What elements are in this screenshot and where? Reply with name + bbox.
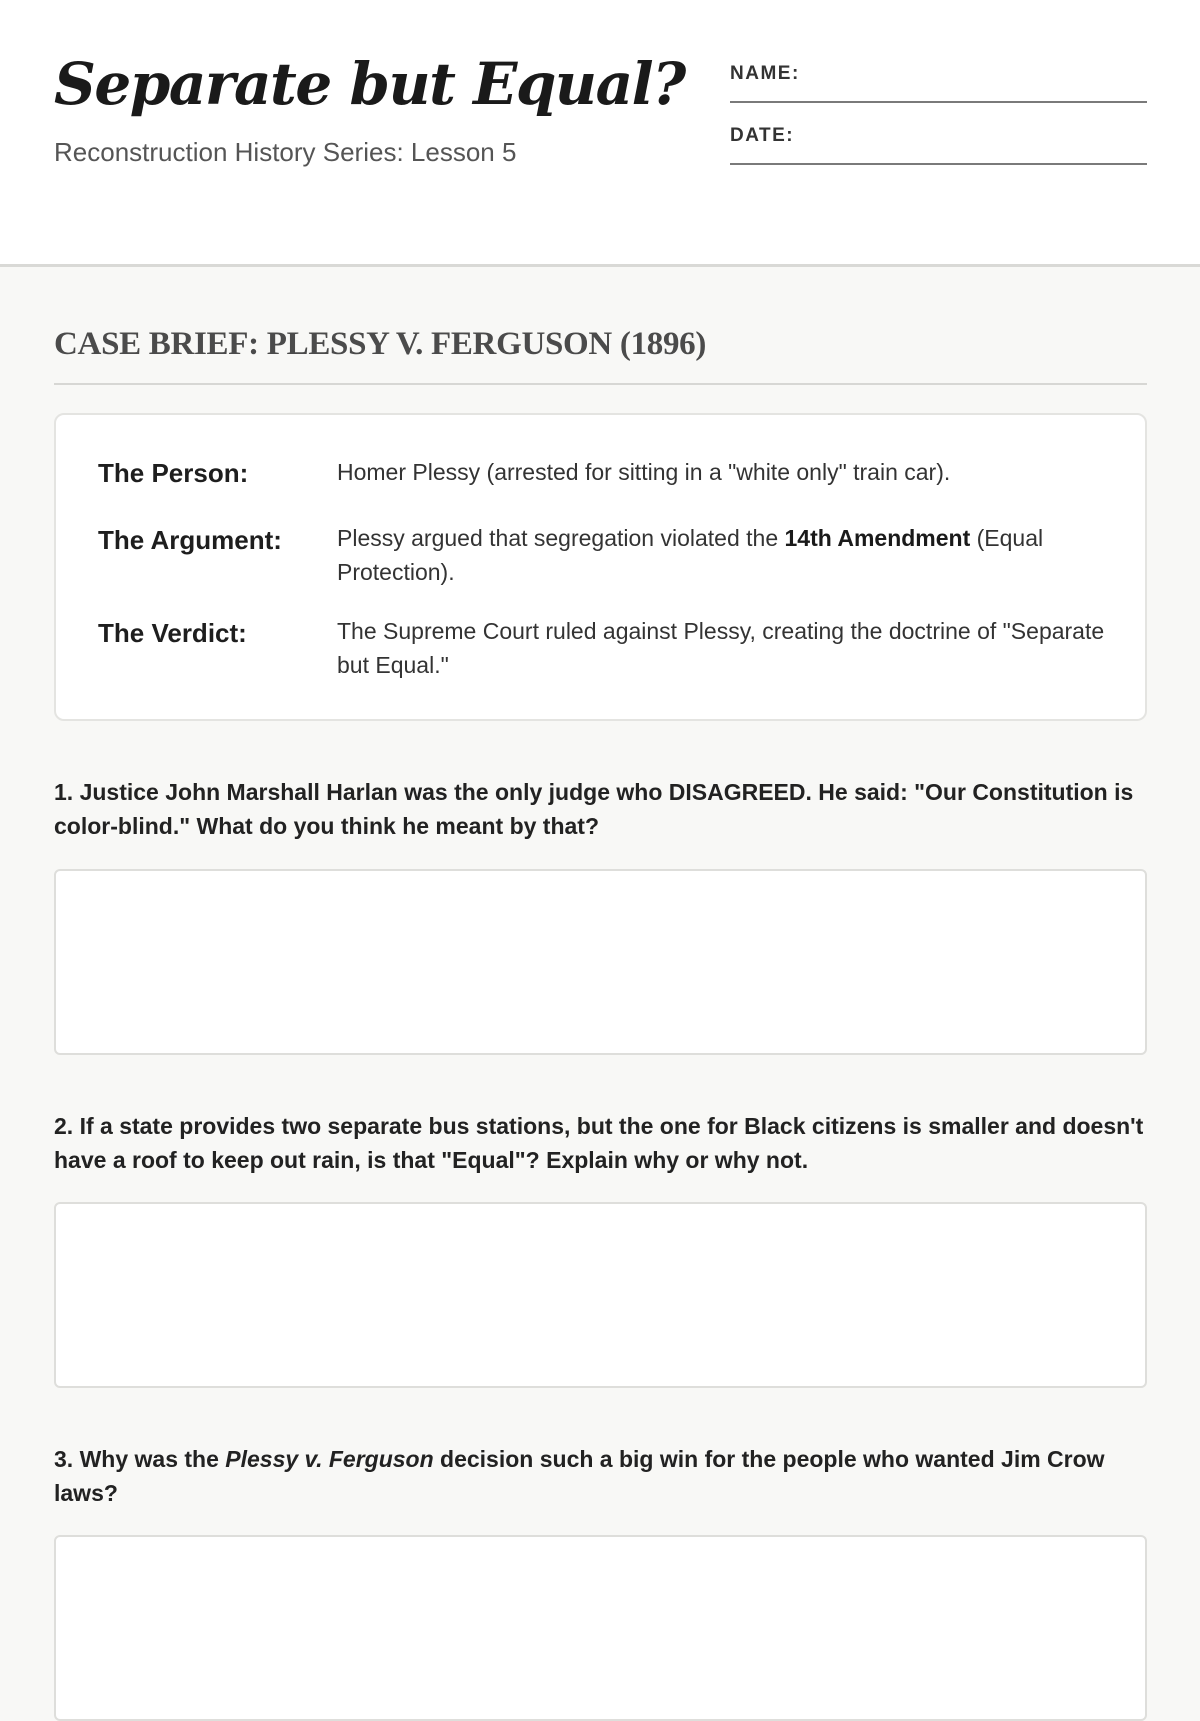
argument-label: The Argument:	[98, 525, 282, 555]
worksheet-header	[0, 0, 1200, 267]
name-field[interactable]	[730, 61, 1147, 103]
worksheet-subtitle: Reconstruction History Series: Lesson 5	[54, 137, 517, 167]
question-3-start: 3. Why was the	[54, 1446, 226, 1472]
worksheet-title: Separate but Equal?	[54, 50, 685, 118]
argument-text-start: Plessy argued that segregation violated the	[337, 525, 785, 551]
answer-box-2[interactable]	[54, 1202, 1147, 1388]
answer-box-3[interactable]	[54, 1535, 1147, 1721]
argument-text-end: (Equal Protection).	[337, 525, 1044, 585]
date-field[interactable]	[730, 123, 1147, 165]
case-name-emphasis: Plessy v. Ferguson	[225, 1446, 434, 1472]
case-brief-heading: CASE BRIEF: PLESSY V. FERGUSON (1896)	[54, 326, 707, 362]
question-3-end: decision such a big win for the people who wanted Jim Crow laws?	[54, 1446, 1105, 1506]
question-3	[54, 1442, 1154, 1510]
person-label: The Person:	[98, 458, 249, 488]
section-divider	[54, 383, 1147, 385]
date-label: DATE:	[730, 125, 795, 146]
argument-text	[337, 521, 1117, 589]
name-label: NAME:	[730, 63, 800, 84]
answer-box-1[interactable]	[54, 869, 1147, 1055]
person-text: Homer Plessy (arrested for sitting in a "white only" train car).	[337, 459, 951, 485]
verdict-text: The Supreme Court ruled against Plessy, creating the doctrine of "Separate but Equal."	[337, 618, 1105, 678]
amendment-emphasis: 14th Amendment	[784, 525, 971, 551]
question-1: 1. Justice John Marshall Harlan was the only judge who DISAGREED. He said: "Our Constitution is color-blind." What do you think he meant by that?	[54, 779, 1134, 839]
question-2: 2. If a state provides two separate bus stations, but the one for Black citizens is smaller and doesn't have a roof to keep out rain, is that "Equal"? Explain why or why not.	[54, 1113, 1144, 1173]
case-brief-card	[54, 413, 1147, 721]
verdict-label: The Verdict:	[98, 618, 247, 648]
